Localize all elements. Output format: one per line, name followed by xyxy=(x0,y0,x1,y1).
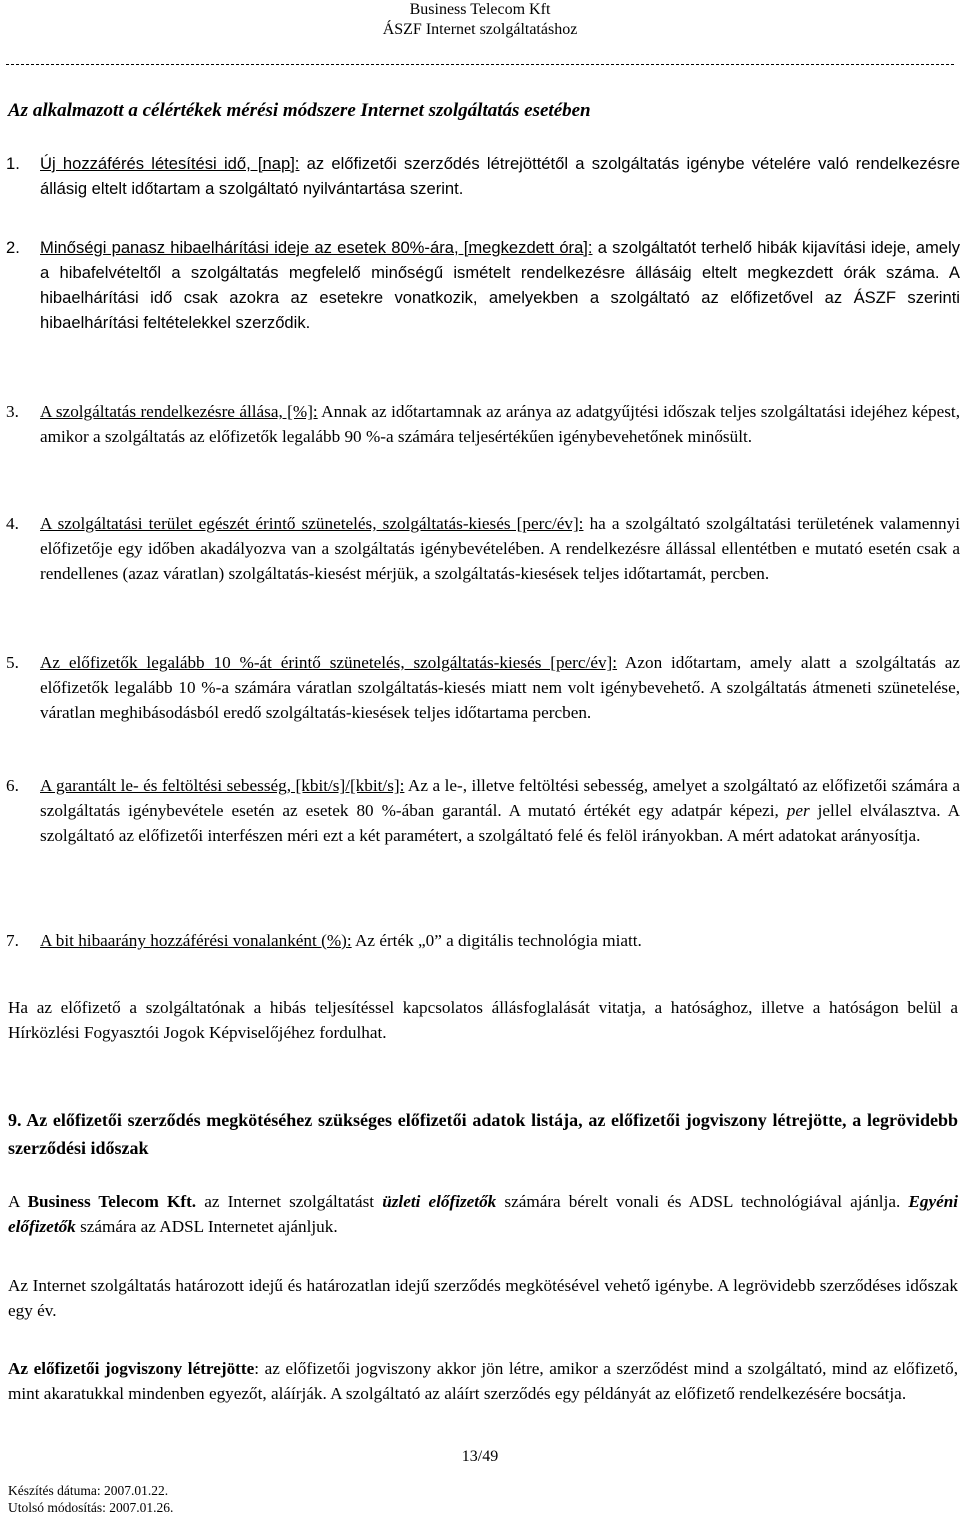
text: számára bérelt vonali és ADSL technológiával ajánlja. xyxy=(496,1192,909,1211)
page-number: 13/49 xyxy=(461,1448,499,1465)
list-item xyxy=(6,774,960,849)
text: számára az ADSL Internetet ajánljuk. xyxy=(75,1216,338,1236)
list-item xyxy=(6,400,960,450)
list-item-number: 3. xyxy=(6,402,19,421)
company-name: Business Telecom Kft. xyxy=(27,1192,197,1211)
list-item-text: Annak az időtartamnak az aránya az adatgyűjtési időszak teljes szolgáltatási idejéhez képest, amikor a szolgáltatás az előfizetők legalább 90 %-a számára teljesértékűen igénybevehetőnek minősült. xyxy=(40,402,960,446)
list-item-text: a szolgáltatót terhelő hibák kijavítási ideje, amely a hibafelvételtől a szolgáltatás megfelelő minőségű ismételt rendelkezésre állásáig eltelt megkezdett órák száma. A hibaelhárítási idő csak azokra az esetekre vonatkozik, amelyekben a szolgáltató az előfizetővel az ÁSZF szerinti hibaelhárítási feltételekkel szerződik. xyxy=(40,238,960,332)
list-item-text-italic: per xyxy=(786,800,810,820)
text: az Internet szolgáltatást xyxy=(196,1192,383,1211)
list-item-text: az előfizetői szerződés létrejöttétől a szolgáltatás igénybe vételére való rendelkezésre állásig eltelt időtartam a szolgáltató nyilvántartása szerint. xyxy=(40,154,960,198)
list-item-text: jellel elválasztva. A szolgáltató az előfizetői interfészen méri ezt a két paramétert, a szolgáltató felé és felöl irányokban. A mért adatokat arányosítja. xyxy=(40,800,960,845)
list-item-number: 7. xyxy=(6,931,19,950)
text: : az előfizetői jogviszony akkor jön létre, amikor a szerződést mind a szolgáltató, mind az előfizető, mint akaratukkal mindenben egyezőt, aláírják. A szolgáltató az aláírt szerződés egy példányát az előfizető rendelkezésére bocsátja. xyxy=(8,1359,958,1403)
list-item-number: 4. xyxy=(6,514,19,533)
text: A xyxy=(8,1192,28,1211)
emphasis-business: üzleti előfizetők xyxy=(382,1192,497,1211)
section-9-paragraph-1 xyxy=(8,1190,958,1240)
list-item xyxy=(6,152,960,202)
section-9-paragraph-3 xyxy=(8,1357,958,1407)
list-item-number: 6. xyxy=(6,776,19,795)
emphasis-individual: Egyéni előfizetők xyxy=(8,1192,959,1236)
list-item-term: A bit hibaarány hozzáférési vonalanként (%): xyxy=(40,931,352,950)
list-item xyxy=(6,236,960,336)
list-item-term: Új hozzáférés létesítési idő, [nap]: xyxy=(40,154,300,173)
list-item-text: ha a szolgáltató szolgáltatási területének valamennyi előfizetője egy időben akadályozva van a szolgáltatás igénybevételében. A rendelkezésre állással ellentétben e mutató esetén csak a rendellenes (azaz váratlan) szolgáltatás-kiesést mérjük, a szolgáltatás-kiesések teljes időtartamát, percben. xyxy=(40,514,960,583)
header-doc-title: ÁSZF Internet szolgáltatáshoz xyxy=(382,21,578,38)
header-divider xyxy=(6,64,954,65)
section-9-paragraph-2: Az Internet szolgáltatás határozott idejű és határozatlan idejű szerződés megkötésével vehető igénybe. A legrövidebb szerződéses időszak egy év. xyxy=(8,1276,958,1320)
list-item-term: A szolgáltatás rendelkezésre állása, [%]: xyxy=(40,402,318,421)
list-item xyxy=(6,929,960,954)
list-item-text: Azon időtartam, amely alatt a szolgáltatás az előfizetők legalább 10 %-a számára váratlan szolgáltatás-kiesés miatt nem volt igénybevehető. A szolgáltatás átmeneti szünetelése, váratlan meghibásodásból eredő szolgáltatás-kiesések teljes időtartama percben. xyxy=(40,653,960,722)
list-item xyxy=(6,512,960,587)
list-item-text: Az a le-, illetve feltöltési sebesség, amelyet a szolgáltató az előfizetői számára a szolgáltatás igénybevétele esetén az esetek 80 %-ában garantál. A mutató értékét egy adatpár képezi, xyxy=(40,776,960,820)
list-item-text: Az érték „0” a digitális technológia miatt. xyxy=(351,931,642,950)
section-subtitle: Az alkalmazott a célértékek mérési módszere Internet szolgáltatás esetében xyxy=(8,100,591,121)
list-item-number: 1. xyxy=(6,154,20,173)
list-item-number: 5. xyxy=(6,653,19,672)
list-item-term: A garantált le- és feltöltési sebesség, [kbit/s]/[kbit/s]: xyxy=(40,776,405,795)
list-item-number: 2. xyxy=(6,238,20,257)
list-item-term: Minőségi panasz hibaelhárítási ideje az esetek 80%-ára, [megkezdett óra]: xyxy=(40,238,593,257)
header-company: Business Telecom Kft xyxy=(409,1,551,18)
list-item xyxy=(6,651,960,726)
section-9-title: 9. Az előfizetői szerződés megkötéséhez szükséges előfizetői adatok listája, az előfizetői jogviszony létrejötte, a legrövidebb szerződési időszak xyxy=(8,1110,958,1158)
list-item-term: Az előfizetők legalább 10 %-át érintő szünetelés, szolgáltatás-kiesés [perc/év]: xyxy=(40,653,618,672)
created-date: Készítés dátuma: 2007.01.22. xyxy=(8,1483,169,1498)
emphasis-term: Az előfizetői jogviszony létrejötte xyxy=(8,1359,255,1378)
complaint-paragraph: Ha az előfizető a szolgáltatónak a hibás teljesítéssel kapcsolatos állásfoglalását vitatja, a hatósághoz, illetve a hatóságon belül a Hírközlési Fogyasztói Jogok Képviselőjéhez fordulhat. xyxy=(8,998,958,1042)
modified-date: Utolsó módosítás: 2007.01.26. xyxy=(8,1500,174,1515)
list-item-term: A szolgáltatási terület egészét érintő szünetelés, szolgáltatás-kiesés [perc/év]: xyxy=(40,514,584,533)
